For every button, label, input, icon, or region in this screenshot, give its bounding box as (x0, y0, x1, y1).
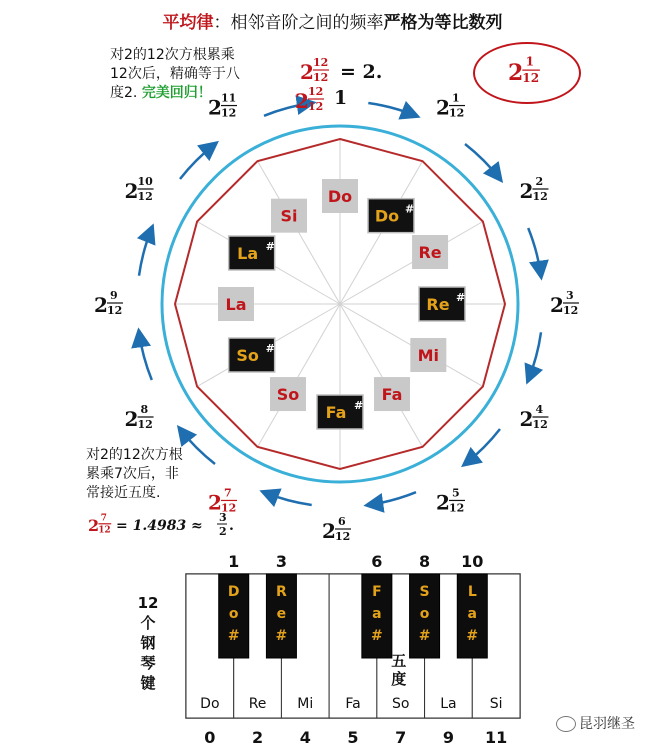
cycle-arrow (465, 429, 500, 464)
keyboard-side-label: 琴 (140, 654, 156, 672)
power-label-1-base: 2 (436, 95, 450, 120)
note-label: Fa (381, 385, 403, 405)
note-label: Fa (325, 403, 347, 422)
power-label-12-num: 12 (308, 85, 324, 98)
white-key-label: Fa (345, 696, 361, 712)
watermark (556, 713, 635, 733)
power-label-2-den: 12 (532, 190, 548, 203)
power-label-6-base: 2 (322, 519, 336, 543)
sharp-sign: # (456, 291, 466, 304)
black-key-1 (266, 552, 296, 658)
note-box-1 (368, 199, 414, 233)
cycle-arrow (368, 492, 416, 505)
power-label-11-base: 2 (208, 95, 222, 120)
cycle-arrow (264, 492, 312, 505)
fifth-note-line1: 对2的12次方根 (86, 447, 183, 463)
black-key-number: 8 (419, 552, 431, 571)
fifth-formula (88, 511, 234, 538)
power-label-5-den: 12 (449, 501, 465, 515)
black-key-char: # (370, 628, 383, 644)
power-label-2-base: 2 (519, 179, 534, 203)
oval-formula-power-base: 2 (508, 60, 524, 86)
black-key-char: # (275, 628, 288, 644)
fifth-formula-power-num: 7 (100, 513, 107, 524)
top-formula-power-num: 12 (313, 56, 329, 69)
black-key-number: 6 (371, 552, 383, 571)
keyboard-side-label: 钢 (140, 634, 156, 652)
cycle-arrow (180, 429, 215, 464)
note-label: La (225, 295, 247, 314)
power-label-4 (519, 403, 548, 431)
power-label-7-base: 2 (208, 490, 222, 515)
black-key-2 (362, 552, 392, 658)
power-label-3 (550, 289, 579, 317)
note-box-3 (419, 287, 465, 321)
power-label-8-base: 2 (124, 407, 139, 431)
white-key-label: Re (248, 696, 267, 712)
oval-formula-power-num: 1 (525, 54, 535, 69)
power-label-3-base: 2 (550, 293, 564, 317)
cycle-arrow (528, 332, 541, 380)
keyboard-side-label: 12 (137, 594, 159, 612)
cycle-arrow (139, 228, 152, 276)
keyboard-side-label: 键 (140, 674, 156, 692)
power-label-1 (436, 92, 465, 120)
power-label-7 (208, 486, 237, 514)
white-key-label: So (391, 696, 410, 712)
top-formula-power-base: 2 (300, 60, 314, 84)
fifth-note (86, 446, 183, 503)
fifth-key-label: 度 (391, 670, 407, 688)
black-key-char: R (276, 584, 287, 600)
power-label-9-base: 2 (94, 293, 108, 317)
note-label: So (276, 385, 300, 405)
black-key-char: S (419, 584, 430, 600)
power-label-5-base: 2 (436, 490, 450, 515)
white-key-number: 9 (442, 728, 454, 747)
power-label-5-num: 5 (452, 486, 460, 500)
note-label: Si (280, 206, 298, 226)
power-label-9-num: 9 (110, 289, 118, 302)
power-label-3-num: 3 (566, 289, 574, 302)
power-label-6-den: 12 (335, 530, 351, 543)
white-key-number: 2 (252, 728, 264, 747)
power-label-4-base: 2 (519, 407, 534, 431)
three-halves-fraction (217, 511, 234, 538)
fifth-formula-power-base: 2 (88, 516, 100, 535)
power-label-5 (436, 486, 465, 514)
power-label-12-base: 2 (295, 89, 309, 113)
top-formula-power (300, 56, 329, 84)
white-key-label: Mi (297, 696, 314, 712)
power-label-6-num: 6 (338, 515, 346, 528)
black-key-char: # (466, 628, 479, 644)
note-box-6 (317, 395, 363, 429)
white-key-number: 0 (204, 728, 216, 747)
power-label-6 (322, 515, 351, 543)
power-label-7-den: 12 (221, 501, 237, 515)
octave-note-line1: 对2的12次方根累乘 (110, 47, 235, 63)
fifth-formula-rhs: = 1.4983 ≈ (116, 518, 203, 534)
top-formula-rhs: = 2. (340, 61, 383, 83)
note-box-11 (271, 199, 307, 233)
power-label-10 (125, 175, 154, 203)
power-label-4-den: 12 (532, 418, 548, 431)
cycle-arrow (368, 103, 416, 116)
note-label: Re (418, 243, 442, 262)
power-label-3-den: 12 (563, 304, 579, 317)
cycle-arrow (180, 144, 215, 179)
power-label-10-num: 10 (137, 175, 153, 188)
power-label-8-num: 8 (140, 403, 149, 416)
white-key-number: 4 (299, 728, 311, 747)
power-label-1-den: 12 (449, 106, 465, 120)
sharp-sign: # (405, 202, 415, 216)
sharp-sign: # (354, 399, 364, 412)
fifth-key-label: 五 (391, 652, 407, 670)
white-key-number: 7 (395, 728, 407, 747)
note-box-7 (270, 377, 306, 411)
black-key-char: # (418, 628, 431, 644)
sharp-sign: # (265, 342, 275, 355)
title-keyword: 平均律 (162, 13, 214, 33)
black-key-char: F (372, 584, 382, 600)
power-label-2-num: 2 (535, 175, 544, 188)
black-key-4 (457, 552, 487, 658)
power-label-11-num: 11 (221, 91, 237, 105)
oval-formula-power (508, 55, 540, 86)
note-box-0 (322, 179, 358, 213)
white-key-number: 11 (485, 728, 508, 747)
power-label-8 (125, 403, 154, 431)
three-halves-num: 3 (219, 511, 227, 524)
black-key-char: D (227, 584, 240, 600)
note-label: Mi (417, 346, 440, 365)
top-formula-power-den: 12 (313, 71, 329, 84)
note-box-2 (412, 235, 448, 269)
black-key-char: o (228, 606, 239, 622)
wechat-icon (556, 716, 576, 732)
power-label-2 (519, 175, 548, 203)
note-label: Do (374, 206, 400, 226)
power-label-10-base: 2 (124, 179, 139, 203)
keyboard-side-label: 个 (140, 614, 156, 632)
power-label-9-den: 12 (107, 304, 123, 317)
title-middle: ：相邻音阶之间的频率 (213, 13, 384, 33)
power-label-4-num: 4 (535, 403, 544, 416)
white-key-label: Si (489, 696, 503, 712)
black-key-number: 3 (275, 552, 287, 571)
cycle-arrow (139, 332, 152, 380)
note-box-5 (374, 377, 410, 411)
sharp-sign: # (265, 240, 275, 253)
power-label-7-num: 7 (224, 486, 232, 500)
black-key-0 (219, 552, 249, 658)
cycle-arrow (465, 144, 500, 179)
black-key-char: a (372, 606, 382, 622)
white-key-label: La (440, 696, 457, 712)
black-key-number: 1 (228, 552, 240, 571)
note-label: Re (426, 295, 450, 314)
watermark-text: 昆羽继圣 (579, 716, 635, 732)
cycle-arrow (528, 228, 541, 276)
note-label: So (236, 346, 259, 365)
fifth-formula-power (88, 514, 111, 536)
note-label: La (237, 244, 259, 263)
black-key-char: L (467, 584, 477, 600)
power-label-11-den: 12 (221, 106, 237, 120)
power-label-8-den: 12 (137, 418, 153, 431)
power-label-10-den: 12 (137, 190, 153, 203)
power-label-11 (208, 92, 237, 120)
black-key-char: a (467, 606, 478, 622)
fifth-note-line2: 累乘7次后，非 (86, 466, 179, 482)
note-box-9 (218, 287, 254, 321)
power-label-1-num: 1 (452, 91, 460, 105)
octave-note-line2: 12次后，精确等于八 (110, 66, 240, 82)
white-key-label: Do (200, 696, 220, 712)
three-halves-period: . (229, 518, 234, 534)
white-key-number: 5 (347, 728, 359, 747)
octave-note-line3: 度2. 完美回归！ (110, 85, 212, 101)
power-label-9 (94, 289, 123, 317)
black-key-char: # (227, 628, 240, 644)
note-box-4 (410, 338, 446, 372)
three-halves-den: 2 (219, 525, 227, 538)
note-box-10 (229, 236, 275, 270)
fifth-note-line3: 常接近五度. (86, 485, 161, 501)
black-key-char: o (419, 606, 430, 622)
fifth-formula-power-den: 12 (98, 525, 111, 536)
black-key-3 (410, 552, 440, 658)
top-label-one: 1 (334, 87, 348, 109)
black-key-number: 10 (461, 552, 484, 571)
power-label-12-den: 12 (308, 100, 324, 113)
power-label-12 (295, 85, 324, 113)
title-emphasis: 严格为等比数列 (383, 13, 503, 33)
oval-formula-power-den: 12 (522, 71, 540, 86)
note-label: Do (327, 187, 353, 206)
black-key-char: e (276, 606, 287, 622)
note-box-8 (229, 338, 275, 372)
perfect-return-text: 完美回归！ (141, 85, 212, 101)
